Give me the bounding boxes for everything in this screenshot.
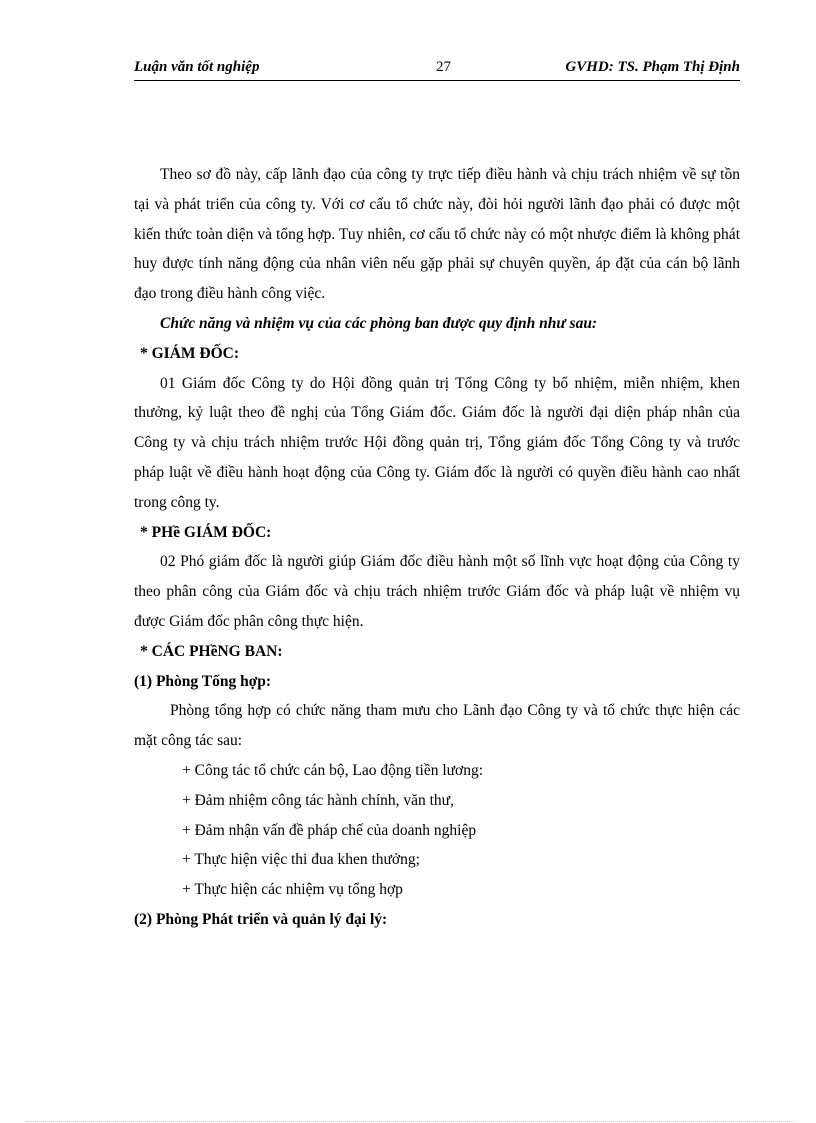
director-heading: * GIÁM ĐỐC: — [140, 344, 240, 362]
deputy-heading: * PHề GIÁM ĐỐC: — [140, 523, 272, 541]
functions-heading: Chức năng và nhiệm vụ của các phòng ban được quy định như sau: — [160, 314, 598, 332]
departments-heading: * CÁC PHềNG BAN: — [140, 642, 283, 660]
list-item: + Đảm nhận vấn đề pháp chế của doanh nghiệp — [182, 821, 477, 839]
page-number: 27 — [436, 59, 451, 75]
intro-paragraph: Theo sơ đồ này, cấp lãnh đạo của công ty trực tiếp điều hành và chịu trách nhiệm về sự tồn tại và phát triển của công ty. Với cơ cấu tổ chức này, đòi hỏi người lãnh đạo phải có được một kiến thức toàn diện và tổng hợp. Tuy nhiên, cơ cấu tổ chức này có một nhược điểm là không phát huy được tính năng động của nhân viên nếu gặp phải sự chuyên quyền, áp đặt của cán bộ lãnh đạo trong điều hành công việc. — [134, 166, 740, 303]
general-dept-paragraph: Phòng tổng hợp có chức năng tham mưu cho Lãnh đạo Công ty và tổ chức thực hiện các mặt công tác sau: — [134, 702, 740, 750]
deputy-paragraph: 02 Phó giám đốc là người giúp Giám đốc điều hành một số lĩnh vực hoạt động của Công ty theo phân công của Giám đốc và chịu trách nhiệm trước Giám đốc và pháp luật về nhiệm vụ được Giám đốc phân công thực hiện. — [134, 553, 740, 630]
list-item: + Thực hiện việc thi đua khen thưởng; — [182, 851, 420, 869]
document-body — [134, 160, 740, 935]
list-item: + Đảm nhiệm công tác hành chính, văn thư, — [182, 791, 454, 809]
general-dept-task-list — [134, 756, 740, 905]
page-header — [134, 56, 740, 81]
page-bottom-divider — [26, 1121, 796, 1122]
list-item: + Thực hiện các nhiệm vụ tổng hợp — [182, 881, 403, 899]
director-paragraph: 01 Giám đốc Công ty do Hội đồng quản trị Tổng Công ty bổ nhiệm, miễn nhiệm, khen thưởng, kỷ luật theo đề nghị của Tổng Giám đốc. Giám đốc là người đại diện pháp nhân của Công ty và chịu trách nhiệm trước Hội đồng quản trị, Tổng giám đốc Tổng Công ty và trước pháp luật về điều hành hoạt động của Công ty. Giám đốc là người có quyền điều hành cao nhất trong công ty. — [134, 374, 740, 511]
general-dept-heading: (1) Phòng Tổng hợp: — [134, 672, 272, 690]
development-dept-heading: (2) Phòng Phát triển và quản lý đại lý: — [134, 910, 388, 928]
list-item: + Công tác tổ chức cán bộ, Lao động tiền lương: — [182, 761, 484, 779]
header-thesis-title: Luận văn tốt nghiệp — [134, 59, 260, 75]
header-supervisor: GVHD: TS. Phạm Thị Định — [565, 59, 740, 75]
